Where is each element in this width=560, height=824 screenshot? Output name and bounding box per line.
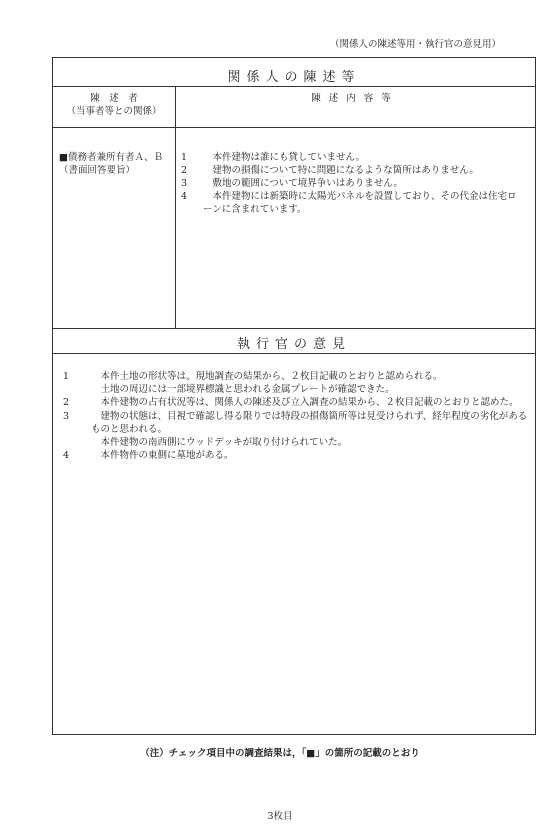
statement-text: 建物の損傷について特に問題になるような箇所はありません。	[212, 165, 479, 176]
opinion-list	[63, 370, 528, 462]
divider	[53, 353, 535, 354]
opinion-text: 本件建物の占有状況等は、関係人の陳述及び立入調査の結果から、２枚目記載のとおりと認めた。	[100, 397, 519, 409]
report-frame	[52, 57, 536, 735]
section2-title: 執行官の意見	[236, 337, 351, 352]
divider	[53, 86, 535, 87]
statement-number: 4	[181, 191, 188, 202]
opinion-text: 建物の状態は、目視で確認し得る限りでは特段の損傷箇所等は見受けられず、経年程度の劣化があるものと思われる。	[91, 410, 528, 435]
opinion-number: 1	[63, 371, 70, 382]
page-number: 3枚目	[267, 811, 293, 822]
opinion-text: 本件物件の東側に墓地がある。	[100, 450, 234, 462]
declarant-relation: （書面回答要旨）	[59, 165, 136, 176]
opinion-item	[63, 370, 528, 396]
opinion-number: 2	[63, 397, 70, 409]
opinion-continuation: 本件建物の南西側にウッドデッキが取り付けられていた。	[100, 437, 348, 449]
opinion-continuation: 土地の周辺には一部境界標識と思われる金属プレートが確認できた。	[100, 384, 395, 396]
divider	[53, 127, 535, 128]
footnote: （注）チェック項目中の調査結果は，「■」の箇所の記載のとおり	[140, 748, 420, 759]
document-type-note: （関係人の陳述等用・執行官の意見用）	[330, 39, 502, 50]
statement-text: 本件建物は誰にも貸していません。	[212, 152, 366, 163]
col1-header	[53, 92, 175, 118]
col2-header-label: 陳述内容等	[311, 93, 399, 104]
col1-header-line2: （当事者等との関係）	[66, 106, 162, 117]
statement-list	[181, 151, 526, 216]
statement-item	[181, 164, 526, 177]
column-divider	[175, 86, 176, 328]
opinion-item	[63, 396, 528, 409]
statement-number: 3	[181, 178, 188, 189]
statement-text: 敷地の範囲について境界争いはありません。	[212, 178, 403, 189]
opinion-item	[63, 449, 528, 462]
statement-number: 1	[181, 152, 188, 163]
statement-text: 本件建物には新築時に太陽光パネルを設置しており、その代金は住宅ローンに含まれています。	[203, 191, 517, 215]
col2-header	[175, 92, 535, 105]
opinion-number: 3	[63, 410, 70, 422]
statement-item	[181, 151, 526, 164]
section1-title: 関係人の陳述等	[227, 70, 361, 85]
statement-item	[181, 177, 526, 190]
opinion-number: 4	[63, 450, 70, 462]
col1-header-line1: 陳 述 者	[90, 93, 138, 104]
declarant-name: ■債務者兼所有者Ａ、Ｂ	[59, 152, 163, 163]
statement-item	[181, 190, 526, 216]
statement-number: 2	[181, 165, 188, 176]
declarant-cell	[59, 151, 163, 177]
opinion-item	[63, 410, 528, 450]
opinion-text: 本件土地の形状等は、現地調査の結果から、２枚目記載のとおりと認められる。	[100, 371, 443, 382]
divider	[53, 328, 535, 329]
